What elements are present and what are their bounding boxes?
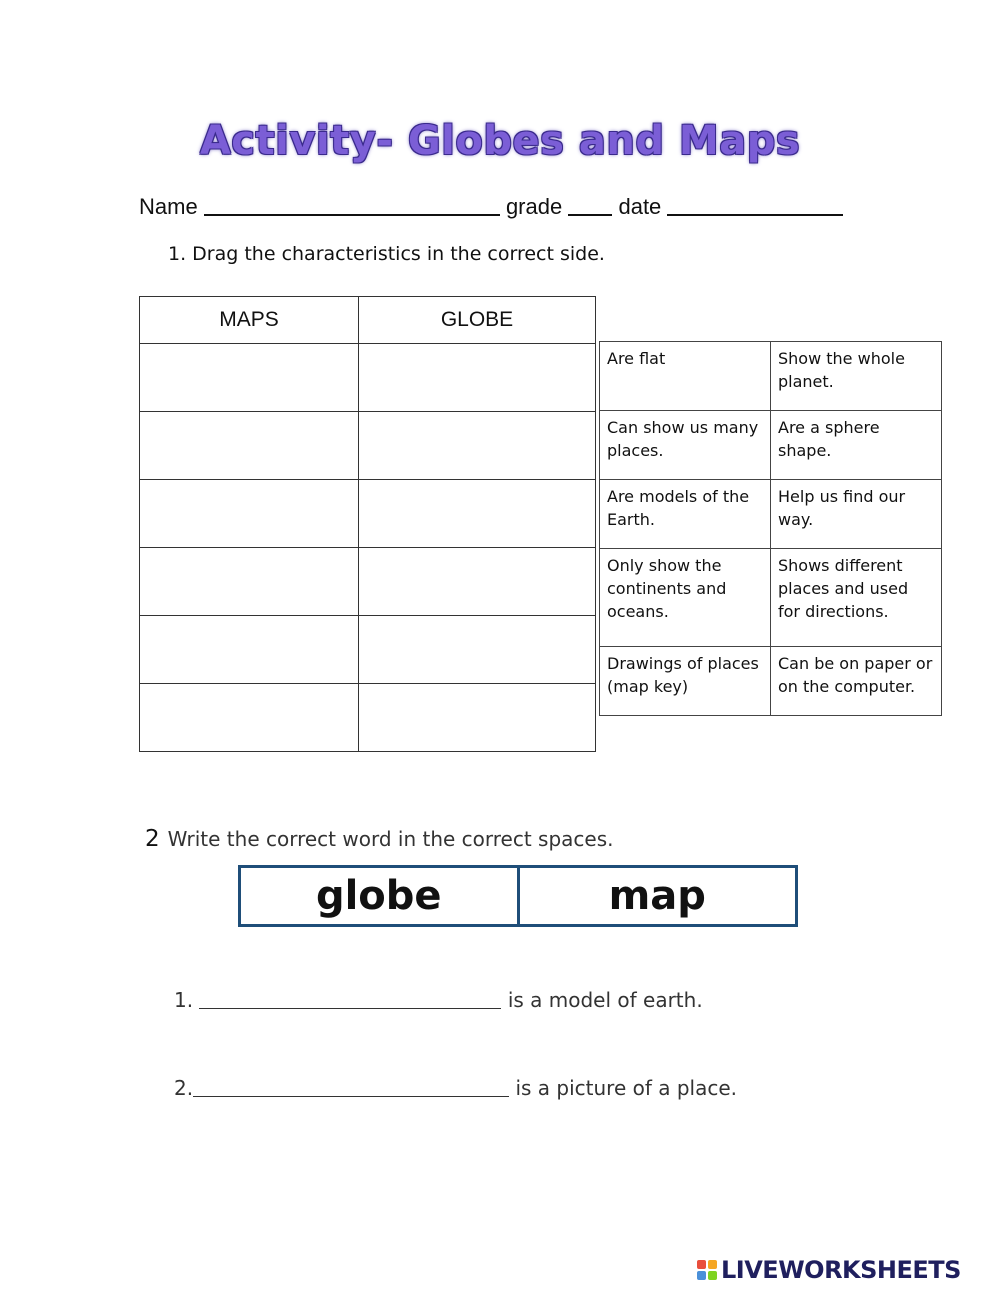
maps-drop-zone[interactable] [140, 684, 359, 752]
word-globe: globe [315, 873, 442, 919]
draggable-card[interactable]: Are a sphere shape. [771, 411, 942, 480]
draggable-card[interactable]: Shows different places and used for directions. [771, 549, 942, 647]
sentence-number: 1. [174, 988, 194, 1012]
section-2-heading [145, 826, 614, 852]
maps-drop-zone[interactable] [140, 548, 359, 616]
maps-drop-zone[interactable] [140, 616, 359, 684]
globe-drop-zone[interactable] [359, 616, 596, 684]
draggable-card[interactable]: Are flat [600, 342, 771, 411]
student-info-line [139, 194, 843, 220]
globe-column-header: GLOBE [359, 297, 596, 344]
draggable-card[interactable]: Can be on paper or on the computer. [771, 647, 942, 716]
name-label: Name [139, 194, 198, 219]
word-map: map [517, 868, 796, 924]
globe-drop-zone[interactable] [359, 344, 596, 412]
maps-drop-zone[interactable] [140, 344, 359, 412]
sentence-1 [174, 988, 703, 1012]
sorting-table-header [140, 297, 596, 344]
grade-field[interactable] [568, 194, 612, 216]
globe-drop-zone[interactable] [359, 480, 596, 548]
logo-square [708, 1260, 717, 1269]
draggable-card[interactable]: Are models of the Earth. [600, 480, 771, 549]
maps-drop-zone[interactable] [140, 412, 359, 480]
draggable-card[interactable]: Only show the continents and oceans. [600, 549, 771, 647]
sorting-table [139, 296, 596, 752]
sentence-2 [174, 1076, 737, 1100]
draggable-card[interactable]: Can show us many places. [600, 411, 771, 480]
draggable-card[interactable]: Help us find our way. [771, 480, 942, 549]
page-title: Activity- Globes and Maps [199, 118, 801, 164]
maps-column-header: MAPS [140, 297, 359, 344]
globe-drop-zone[interactable] [359, 548, 596, 616]
section-2-instruction: Write the correct word in the correct spaces. [167, 827, 614, 851]
date-label: date [618, 194, 662, 219]
draggable-card[interactable]: Drawings of places (map key) [600, 647, 771, 716]
sentence-text: is a picture of a place. [515, 1076, 738, 1100]
draggable-card[interactable]: Show the whole planet. [771, 342, 942, 411]
date-field[interactable] [667, 194, 843, 216]
characteristics-bank [599, 341, 942, 716]
answer-blank-1[interactable] [199, 990, 501, 1009]
section-number: 2 [145, 826, 160, 852]
globe-drop-zone[interactable] [359, 412, 596, 480]
logo-square [697, 1271, 706, 1280]
answer-blank-2[interactable] [193, 1078, 509, 1097]
globe-drop-zone[interactable] [359, 684, 596, 752]
word-bank [238, 865, 798, 927]
sentence-number: 2. [174, 1076, 194, 1100]
grade-label: grade [505, 194, 563, 219]
maps-drop-zone[interactable] [140, 480, 359, 548]
logo-square [697, 1260, 706, 1269]
logo-icon [697, 1260, 717, 1280]
instruction-1: 1. Drag the characteristics in the correct side. [168, 243, 605, 265]
logo-square [708, 1271, 717, 1280]
sentence-text: is a model of earth. [507, 988, 703, 1012]
name-field[interactable] [204, 194, 500, 216]
liveworksheets-logo [697, 1256, 961, 1284]
logo-text: LIVEWORKSHEETS [721, 1256, 961, 1284]
